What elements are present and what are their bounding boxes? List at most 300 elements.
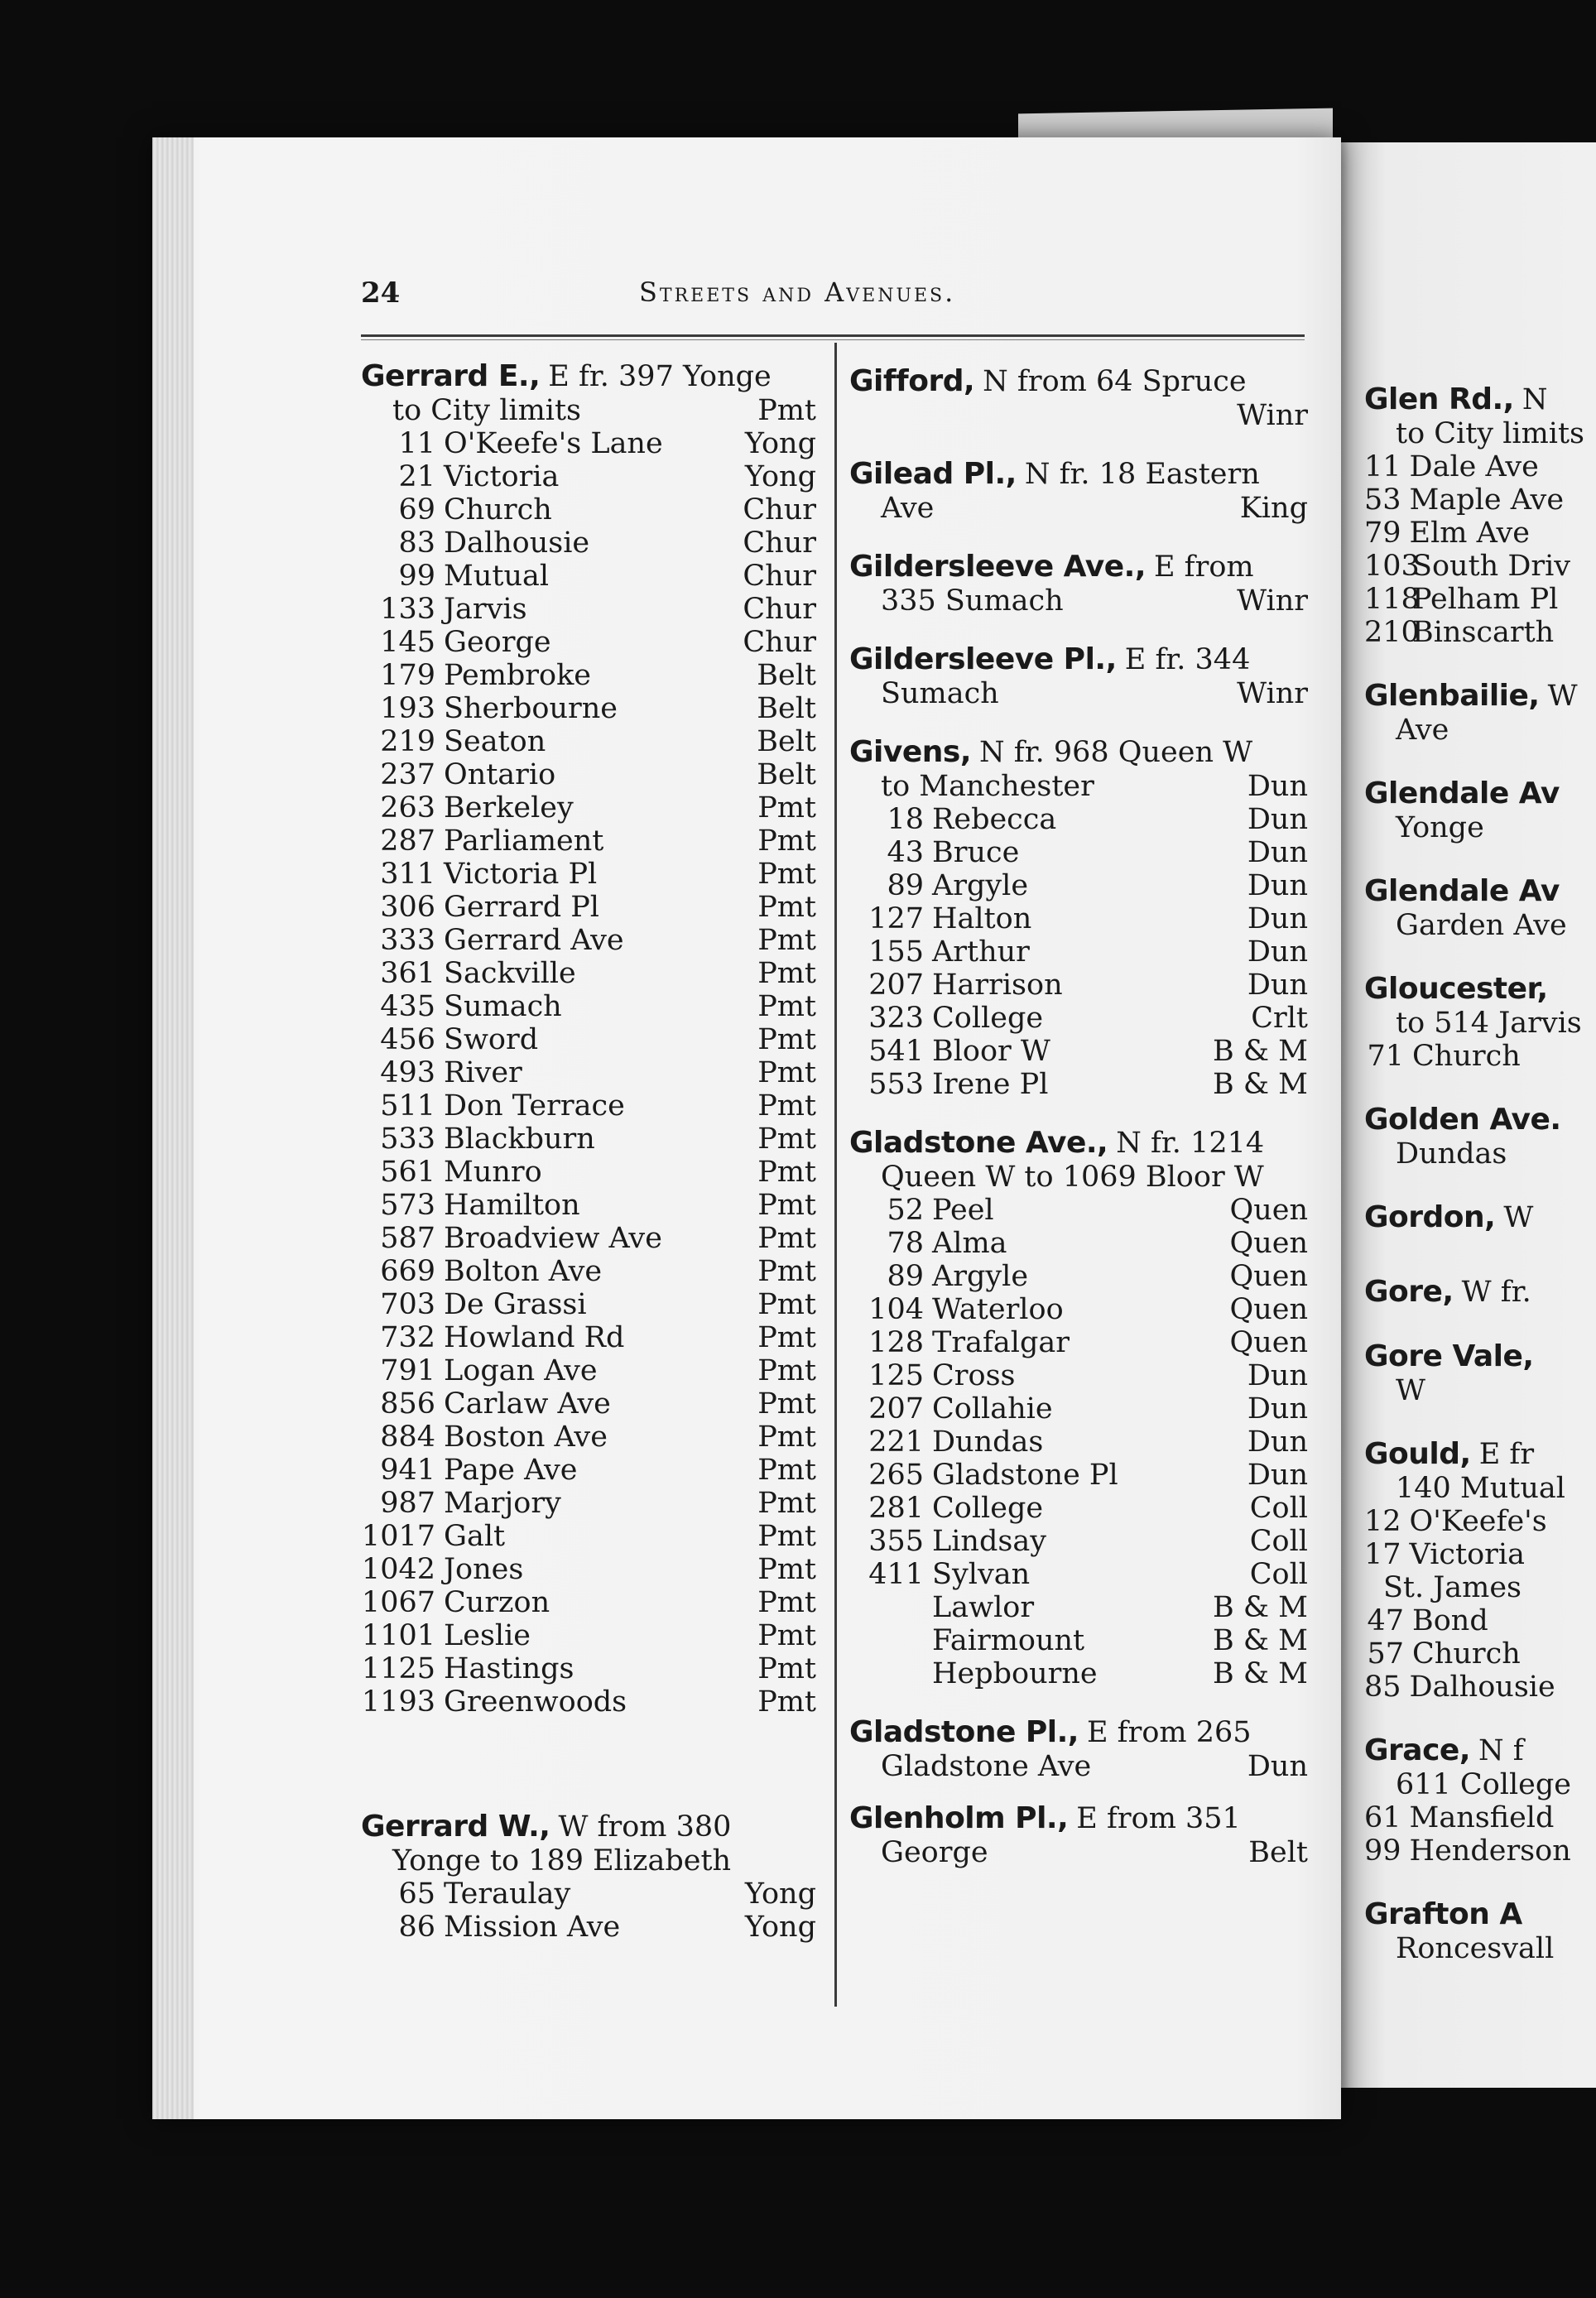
district-code: Pmt: [757, 891, 816, 924]
street-number: 355: [868, 1525, 924, 1558]
cross-street-row: [361, 1123, 816, 1156]
district-code: Quen: [1229, 1326, 1308, 1359]
district-code: Winr: [1237, 677, 1308, 710]
district-code: Pmt: [757, 1387, 816, 1421]
street-number: [849, 1624, 932, 1657]
street-number: 125: [868, 1359, 924, 1392]
cross-street-name: Jones: [444, 1553, 524, 1586]
street-number: 856: [380, 1387, 435, 1421]
cross-street-name: Church: [444, 493, 552, 526]
directory-entry: [1364, 1437, 1596, 1704]
page-number: 24: [361, 276, 401, 310]
cross-street-name: Peel: [932, 1194, 994, 1227]
right-column: [1364, 382, 1596, 2038]
entry-heading: [1364, 679, 1596, 714]
heading-left: [849, 1126, 1264, 1161]
street-number: 21: [398, 460, 435, 493]
street-name: Gordon,: [1364, 1200, 1496, 1234]
directory-entry: [361, 359, 816, 1719]
street-number: 361: [380, 957, 435, 990]
street-name: Gildersleeve Pl.,: [849, 642, 1117, 676]
heading-left: [1364, 382, 1547, 417]
cross-street-name: De Grassi: [444, 1288, 587, 1321]
cross-street-row: [361, 427, 816, 460]
street-number: 561: [380, 1156, 435, 1189]
street-number: 573: [380, 1189, 435, 1222]
street-name: Glen Rd.,: [1364, 382, 1514, 416]
cross-street-row: [849, 969, 1308, 1002]
directory-entry: [849, 550, 1308, 618]
cross-street-name: Dalhousie: [1409, 1671, 1555, 1704]
street-description: N fr. 18 Eastern: [1024, 458, 1260, 491]
district-code: Pmt: [757, 1354, 816, 1387]
cross-street-name: Galt: [444, 1520, 506, 1553]
street-number: 89: [887, 869, 924, 902]
cross-street-name: Pembroke: [444, 659, 592, 692]
cross-street-row: [1364, 616, 1596, 649]
cross-street-row: [1364, 1604, 1596, 1637]
cross-street-row: [361, 1255, 816, 1288]
entry-heading: [1364, 1200, 1596, 1235]
entry-continuation: [1364, 811, 1596, 844]
cross-street-row: [361, 1321, 816, 1354]
district-code: Pmt: [757, 924, 816, 957]
cross-street-name: Boston Ave: [444, 1421, 608, 1454]
district-code: Pmt: [757, 824, 816, 858]
street-name: Grace,: [1364, 1733, 1471, 1767]
street-description: W: [1547, 680, 1578, 713]
street-name: Gifford,: [849, 364, 975, 398]
street-description: W: [1503, 1201, 1534, 1234]
cross-street-row: [361, 1652, 816, 1685]
district-code: Dun: [1247, 969, 1308, 1002]
street-number: 18: [887, 803, 924, 836]
district-code: Dun: [1247, 836, 1308, 869]
continuation-text: Ave: [881, 492, 935, 525]
cross-street-name: Lawlor: [932, 1591, 1035, 1624]
cross-street-row: [361, 1056, 816, 1089]
header-rule-thin: [361, 339, 1305, 340]
street-name: Glendale Av: [1364, 776, 1560, 810]
cross-street-row: [361, 1487, 816, 1520]
street-number: 306: [380, 891, 435, 924]
cross-street-name: Irene Pl: [932, 1068, 1049, 1101]
street-description: N fr. 968 Queen W: [979, 736, 1253, 769]
street-number: 133: [380, 593, 435, 626]
cross-street-row: [849, 1002, 1308, 1035]
entry-heading: [361, 1810, 816, 1844]
street-number: 43: [887, 836, 924, 869]
entry-heading: [1364, 1103, 1596, 1137]
cross-street-name: Seaton: [444, 725, 546, 758]
cross-street-row: [361, 1387, 816, 1421]
heading-left: [1364, 1339, 1534, 1374]
street-number: 69: [398, 493, 435, 526]
entry-continuation: [849, 1161, 1308, 1194]
entry-continuation: [361, 394, 816, 427]
cross-street-row: [849, 1657, 1308, 1690]
cross-street-row: [361, 990, 816, 1023]
district-code: Pmt: [757, 1056, 816, 1089]
cross-street-name: Marjory: [444, 1487, 561, 1520]
cross-street-name: Argyle: [932, 869, 1029, 902]
district-code: Yong: [744, 460, 816, 493]
cross-street-name: Collahie: [932, 1392, 1053, 1425]
continuation-text: Yonge: [1396, 811, 1484, 844]
district-code: Dun: [1247, 902, 1308, 935]
directory-entry: [1364, 972, 1596, 1073]
cross-street-row: [1364, 550, 1596, 583]
cross-street-name: Sylvan: [932, 1558, 1031, 1591]
cross-street-name: Victoria: [444, 460, 560, 493]
directory-entry: [849, 364, 1308, 432]
cross-street-name: Blackburn: [444, 1123, 595, 1156]
cross-street-name: Mansfield: [1409, 1801, 1555, 1834]
street-number: 1067: [361, 1586, 435, 1619]
cross-street-row: [849, 1525, 1308, 1558]
cross-street-row: [1364, 1571, 1596, 1604]
district-code: Pmt: [757, 1619, 816, 1652]
cross-street-row: [361, 1421, 816, 1454]
cross-street-name: Cross: [932, 1359, 1016, 1392]
street-number: 118: [1364, 583, 1420, 616]
entry-heading: [849, 1801, 1308, 1836]
cross-street-name: Gerrard Ave: [444, 924, 624, 957]
cross-street-name: Ontario: [444, 758, 556, 791]
district-code: Pmt: [757, 1520, 816, 1553]
street-number: 99: [1364, 1834, 1401, 1868]
street-description: N from 64 Spruce: [983, 365, 1247, 398]
cross-street-row: [1364, 583, 1596, 616]
cross-street-row: [361, 593, 816, 626]
street-description: E from: [1154, 550, 1254, 584]
district-code: Pmt: [757, 1123, 816, 1156]
heading-left: [849, 1715, 1252, 1750]
district-code: Chur: [743, 526, 816, 560]
cross-street-row: [1364, 1834, 1596, 1868]
street-name: Gould,: [1364, 1437, 1471, 1471]
entry-heading: [849, 550, 1308, 584]
cross-street-row: [361, 460, 816, 493]
cross-street-name: Hamilton: [444, 1189, 580, 1222]
street-number: 207: [868, 969, 924, 1002]
street-number: 193: [380, 692, 435, 725]
district-code: Pmt: [757, 1089, 816, 1123]
cross-street-name: South Driv: [1412, 550, 1571, 583]
cross-street-row: [849, 1260, 1308, 1293]
cross-street-name: Berkeley: [444, 791, 574, 824]
cross-street-row: [849, 1591, 1308, 1624]
entry-heading: [1364, 874, 1596, 909]
entry-heading: [849, 1126, 1308, 1161]
cross-street-name: Dale Ave: [1409, 450, 1539, 483]
cross-street-row: [849, 1392, 1308, 1425]
district-code: [1521, 1040, 1596, 1073]
entry-continuation: [1364, 714, 1596, 747]
district-code: [1547, 1505, 1596, 1538]
district-code: Pmt: [757, 1222, 816, 1255]
district-code: Dun: [1247, 770, 1308, 803]
street-number: 83: [398, 526, 435, 560]
cross-street-row: [849, 836, 1308, 869]
directory-entry: [849, 1715, 1308, 1783]
district-code: Pmt: [757, 1255, 816, 1288]
cross-street-name: Bruce: [932, 836, 1020, 869]
continuation-text: to City limits: [1396, 417, 1584, 450]
page-header: [361, 268, 1311, 318]
cross-street-row: [361, 1619, 816, 1652]
street-number: 12: [1364, 1505, 1401, 1538]
heading-left: [1364, 776, 1560, 811]
continuation-text: Sumach: [881, 677, 999, 710]
street-number: 210: [1364, 616, 1420, 649]
entry-continuation: [1364, 1768, 1596, 1801]
street-description: E fr. 397 Yonge: [548, 360, 772, 393]
cross-street-row: [361, 758, 816, 791]
street-number: 207: [868, 1392, 924, 1425]
street-number: 99: [398, 560, 435, 593]
cross-street-name: Sackville: [444, 957, 576, 990]
street-name: Gladstone Pl.,: [849, 1715, 1079, 1749]
district-code: Dun: [1247, 935, 1308, 969]
cross-street-row: [849, 803, 1308, 836]
district-code: Pmt: [757, 957, 816, 990]
district-code: Belt: [1248, 1836, 1308, 1869]
entry-heading: [1364, 1275, 1596, 1310]
page-binding-edge: [152, 137, 194, 2119]
street-number: 237: [380, 758, 435, 791]
street-number: 411: [868, 1558, 924, 1591]
street-number: 1042: [361, 1553, 435, 1586]
district-code: Yong: [744, 1877, 816, 1911]
cross-street-row: [361, 692, 816, 725]
cross-street-row: [361, 1586, 816, 1619]
street-number: 1193: [361, 1685, 435, 1719]
cross-street-name: Leslie: [444, 1619, 531, 1652]
running-title: Streets and Avenues.: [639, 276, 956, 308]
street-description: N: [1521, 383, 1548, 416]
cross-street-row: [1364, 450, 1596, 483]
cross-street-row: [1364, 1538, 1596, 1571]
cross-street-row: [1364, 1637, 1596, 1671]
street-name: Gladstone Ave.,: [849, 1126, 1108, 1160]
cross-street-row: [361, 957, 816, 990]
cross-street-name: Trafalgar: [932, 1326, 1070, 1359]
heading-left: [1364, 972, 1548, 1007]
district-code: Chur: [743, 493, 816, 526]
district-code: [1571, 1834, 1596, 1868]
entry-heading: [849, 364, 1308, 399]
cross-street-name: Munro: [444, 1156, 542, 1189]
cross-street-name: Victoria Pl: [444, 858, 598, 891]
directory-entry: [1364, 1275, 1596, 1310]
street-number: 89: [887, 1260, 924, 1293]
cross-street-row: [849, 869, 1308, 902]
cross-street-name: Dalhousie: [444, 526, 590, 560]
cross-street-row: [849, 1425, 1308, 1459]
district-code: Pmt: [757, 1553, 816, 1586]
cross-street-row: [361, 1222, 816, 1255]
directory-entry: [1364, 1897, 1596, 1965]
entry-continuation: [1364, 1007, 1596, 1040]
cross-street-name: Church: [1412, 1040, 1521, 1073]
street-number: [1364, 1571, 1383, 1604]
cross-street-name: Greenwoods: [444, 1685, 627, 1719]
heading-left: [1364, 1275, 1531, 1310]
street-name: Gildersleeve Ave.,: [849, 550, 1146, 584]
district-code: Belt: [757, 725, 816, 758]
cross-street-row: [361, 891, 816, 924]
street-name: Gilead Pl.,: [849, 457, 1017, 491]
district-code: [1530, 517, 1596, 550]
cross-street-row: [361, 659, 816, 692]
street-number: 987: [380, 1487, 435, 1520]
cross-street-name: Sherbourne: [444, 692, 618, 725]
cross-street-name: Rebecca: [932, 803, 1057, 836]
street-number: 553: [868, 1068, 924, 1101]
district-code: Pmt: [757, 1156, 816, 1189]
entry-continuation: [849, 1750, 1308, 1783]
cross-street-name: Hastings: [444, 1652, 574, 1685]
entry-continuation: [849, 399, 1308, 432]
cross-street-name: Dundas: [932, 1425, 1044, 1459]
cross-street-name: Bond: [1412, 1604, 1488, 1637]
street-number: 263: [380, 791, 435, 824]
street-number: 669: [380, 1255, 435, 1288]
cross-street-row: [361, 791, 816, 824]
street-description: E fr. 344: [1124, 643, 1251, 676]
street-name: Grafton A: [1364, 1897, 1522, 1931]
street-number: 179: [380, 659, 435, 692]
district-code: [1521, 1637, 1596, 1671]
cross-street-name: Fairmount: [932, 1624, 1085, 1657]
street-number: 1101: [361, 1619, 435, 1652]
cross-street-name: Bolton Ave: [444, 1255, 603, 1288]
entry-heading: [849, 642, 1308, 677]
cross-street-name: Mission Ave: [444, 1911, 621, 1944]
directory-entry: [1364, 382, 1596, 649]
district-code: Pmt: [757, 1586, 816, 1619]
district-code: [1554, 1801, 1596, 1834]
street-number: 103: [1364, 550, 1420, 583]
cross-street-name: Lindsay: [932, 1525, 1046, 1558]
street-name: Givens,: [849, 735, 972, 769]
street-number: 221: [868, 1425, 924, 1459]
cross-street-name: O'Keefe's: [1409, 1505, 1547, 1538]
street-number: 587: [380, 1222, 435, 1255]
cross-street-name: Church: [1412, 1637, 1521, 1671]
street-number: 145: [380, 626, 435, 659]
district-code: Pmt: [757, 1321, 816, 1354]
cross-street-name: Arthur: [932, 935, 1030, 969]
street-number: 703: [380, 1288, 435, 1321]
cross-street-row: [1364, 483, 1596, 517]
heading-left: [1364, 1437, 1534, 1472]
street-number: 79: [1364, 517, 1401, 550]
district-code: Quen: [1229, 1260, 1308, 1293]
continuation-text: 140 Mutual: [1396, 1472, 1565, 1505]
district-code: Winr: [1237, 584, 1308, 618]
street-description: W from 380: [558, 1810, 732, 1844]
entry-continuation: [849, 1836, 1308, 1869]
cross-street-row: [361, 1189, 816, 1222]
cross-street-name: Halton: [932, 902, 1032, 935]
cross-street-name: Bloor W: [932, 1035, 1050, 1068]
entry-continuation: [1364, 909, 1596, 942]
cross-street-name: Jarvis: [444, 593, 527, 626]
heading-left: [1364, 1200, 1533, 1235]
cross-street-name: Pape Ave: [444, 1454, 578, 1487]
cross-street-row: [849, 1492, 1308, 1525]
cross-street-name: Harrison: [932, 969, 1063, 1002]
cross-street-row: [361, 526, 816, 560]
district-code: [1539, 450, 1596, 483]
street-description: E fr: [1478, 1438, 1535, 1471]
street-number: 71: [1367, 1040, 1404, 1073]
street-name: Gerrard W.,: [361, 1810, 550, 1844]
street-number: 281: [868, 1492, 924, 1525]
heading-left: [849, 364, 1247, 399]
entry-continuation: [1364, 1374, 1596, 1407]
district-code: Coll: [1249, 1558, 1308, 1591]
district-code: Quen: [1229, 1293, 1308, 1326]
heading-left: [1364, 1103, 1561, 1137]
street-number: 1017: [361, 1520, 435, 1553]
district-code: Dun: [1247, 869, 1308, 902]
continuation-text: W: [1396, 1374, 1425, 1407]
street-description: N f: [1478, 1734, 1524, 1767]
cross-street-name: Teraulay: [444, 1877, 571, 1911]
district-code: Pmt: [757, 858, 816, 891]
district-code: B & M: [1213, 1624, 1308, 1657]
cross-street-row: [1364, 1040, 1596, 1073]
cross-street-name: Curzon: [444, 1586, 550, 1619]
entry-heading: [1364, 776, 1596, 811]
cross-street-name: Sword: [444, 1023, 539, 1056]
cross-street-row: [1364, 1671, 1596, 1704]
street-number: 104: [868, 1293, 924, 1326]
cross-street-row: [849, 935, 1308, 969]
directory-entry: [1364, 1733, 1596, 1868]
street-number: 265: [868, 1459, 924, 1492]
entry-continuation: [1364, 1137, 1596, 1171]
street-number: 57: [1367, 1637, 1404, 1671]
street-number: 53: [1364, 483, 1401, 517]
continuation-text: to Manchester: [881, 770, 1094, 803]
district-code: Quen: [1229, 1227, 1308, 1260]
cross-street-name: Logan Ave: [444, 1354, 598, 1387]
street-number: 127: [868, 902, 924, 935]
street-name: Gerrard E.,: [361, 359, 541, 393]
street-name: Glenbailie,: [1364, 679, 1540, 713]
district-code: [1564, 483, 1596, 517]
cross-street-name: Mutual: [444, 560, 550, 593]
district-code: Pmt: [757, 1454, 816, 1487]
cross-street-name: Don Terrace: [444, 1089, 625, 1123]
street-number: 884: [380, 1421, 435, 1454]
cross-street-name: Carlaw Ave: [444, 1387, 611, 1421]
cross-street-name: Henderson: [1409, 1834, 1571, 1868]
district-code: Pmt: [757, 1288, 816, 1321]
continuation-text: Yonge to 189 Elizabeth: [392, 1844, 732, 1877]
cross-street-row: [361, 1877, 816, 1911]
district-code: Belt: [757, 692, 816, 725]
street-number: 941: [380, 1454, 435, 1487]
cross-street-row: [849, 1068, 1308, 1101]
street-number: 333: [380, 924, 435, 957]
entry-heading: [1364, 1897, 1596, 1932]
entry-continuation: [1364, 1472, 1596, 1505]
